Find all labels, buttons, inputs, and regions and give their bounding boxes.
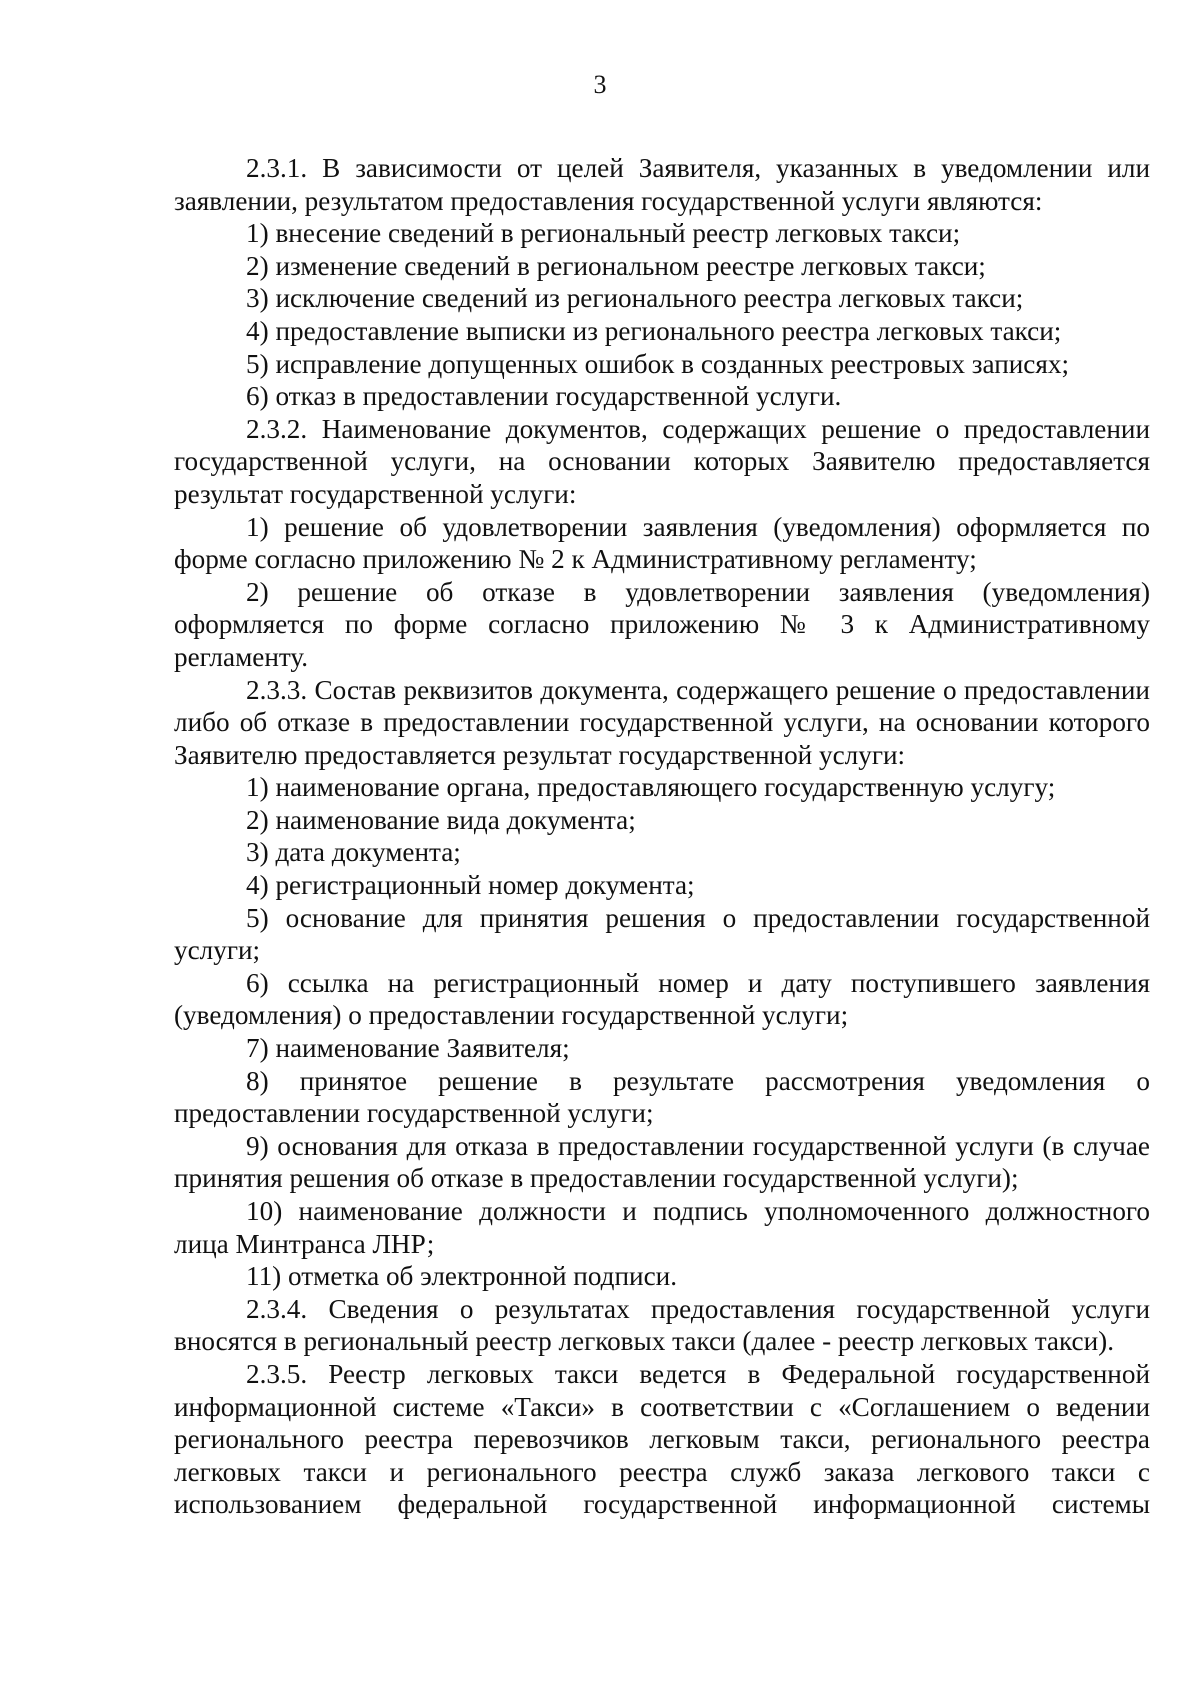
list-item: 1) внесение сведений в региональный реестр легковых такси;	[246, 218, 961, 249]
list-item: 5) исправление допущенных ошибок в созданных реестровых записях;	[246, 348, 1070, 379]
list-item: 8) принятое решение в результате рассмотрения уведомления о предоставлении государственной услуги;	[174, 1065, 1150, 1129]
paragraph-2-3-5: 2.3.5. Реестр легковых такси ведется в Федеральной государственной информационной системе «Такси» в соответствии с «Соглашением о ведении регионального реестра перевозчиков легковым такси, регионального реестра легковых такси и регионального реестра служб заказа легкового такси с использованием федеральной государственной информационной системы	[174, 1358, 1150, 1520]
list-item: 6) ссылка на регистрационный номер и дату поступившего заявления (уведомления) о предоставлении государственной услуги;	[174, 967, 1150, 1031]
paragraph-2-3-3: 2.3.3. Состав реквизитов документа, содержащего решение о предоставлении либо об отказе в предоставлении государственной услуги, на основании которого Заявителю предоставляется результат государственной услуги:	[174, 674, 1150, 770]
paragraph-2-3-4: 2.3.4. Сведения о результатах предоставления государственной услуги вносятся в региональный реестр легковых такси (далее - реестр легковых такси).	[174, 1293, 1150, 1357]
list-item: 2) наименование вида документа;	[246, 804, 636, 835]
list-item: 11) отметка об электронной подписи.	[246, 1261, 677, 1292]
list-item: 9) основания для отказа в предоставлении государственной услуги (в случае принятия решения об отказе в предоставлении государственной услуги);	[174, 1130, 1150, 1194]
page-number: 3	[593, 70, 607, 99]
list-item: 4) регистрационный номер документа;	[246, 870, 695, 901]
list-item: 1) наименование органа, предоставляющего государственную услугу;	[246, 772, 1056, 803]
paragraph-2-3-2: 2.3.2. Наименование документов, содержащих решение о предоставлении государственной услуги, на основании которых Заявителю предоставляется результат государственной услуги:	[174, 413, 1150, 509]
list-item: 3) исключение сведений из регионального реестра легковых такси;	[246, 283, 1024, 314]
list-item: 7) наименование Заявителя;	[246, 1033, 570, 1064]
list-item: 2) изменение сведений в региональном реестре легковых такси;	[246, 250, 986, 281]
paragraph-2-3-1: 2.3.1. В зависимости от целей Заявителя, указанных в уведомлении или заявлении, результатом предоставления государственной услуги являются:	[174, 153, 1150, 216]
list-item: 1) решение об удовлетворении заявления (уведомления) оформляется по форме согласно приложению № 2 к Административному регламенту;	[174, 511, 1150, 575]
document-body	[174, 152, 1150, 1521]
list-item: 5) основание для принятия решения о предоставлении государственной услуги;	[174, 902, 1150, 966]
list-item: 2) решение об отказе в удовлетворении заявления (уведомления) оформляется по форме согласно приложению № 3 к Административному регламенту.	[174, 576, 1150, 672]
list-item: 6) отказ в предоставлении государственной услуги.	[246, 381, 842, 412]
list-item: 4) предоставление выписки из регионального реестра легковых такси;	[246, 315, 1062, 346]
list-item: 10) наименование должности и подпись уполномоченного должностного лица Минтранса ЛНР;	[174, 1196, 1150, 1259]
list-item: 3) дата документа;	[246, 837, 461, 868]
